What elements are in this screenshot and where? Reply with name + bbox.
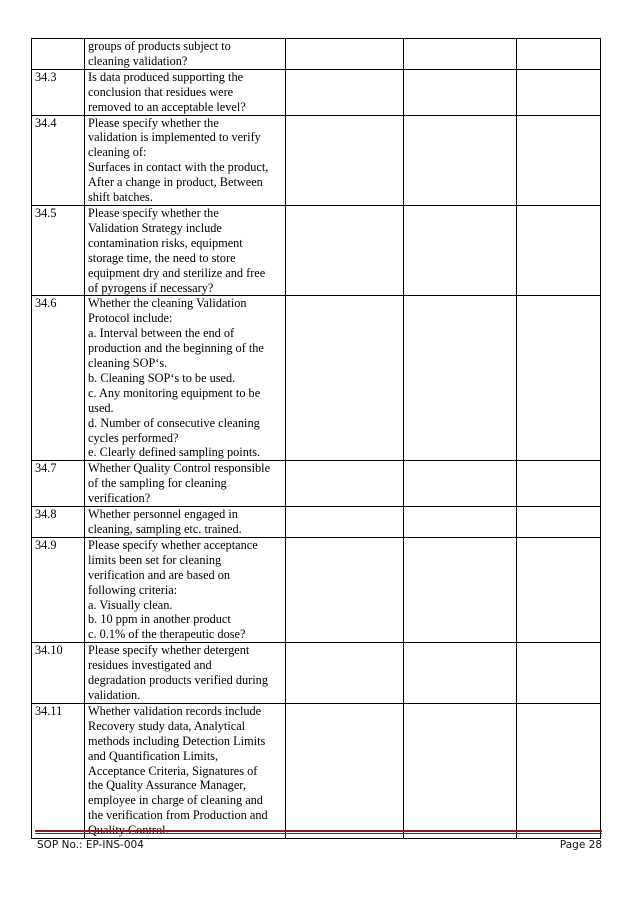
response-cell-remarks[interactable] (517, 643, 601, 704)
response-cell-no[interactable] (404, 643, 517, 704)
checklist-question: Whether Quality Control responsible of the sampling for cleaning verification? (85, 461, 286, 507)
response-cell-yes[interactable] (285, 507, 403, 538)
response-cell-yes[interactable] (285, 643, 403, 704)
footer-rule (35, 830, 602, 832)
table-row (32, 39, 601, 70)
response-cell-yes[interactable] (285, 537, 403, 642)
response-cell-yes[interactable] (285, 296, 403, 461)
checklist-question: Is data produced supporting the conclusion that residues were removed to an acceptable level? (85, 69, 286, 115)
checklist-table (31, 38, 601, 839)
item-number: 34.3 (32, 69, 85, 115)
response-cell-remarks[interactable] (517, 115, 601, 205)
response-cell-no[interactable] (404, 205, 517, 295)
table-row (32, 461, 601, 507)
response-cell-no[interactable] (404, 461, 517, 507)
item-number: 34.4 (32, 115, 85, 205)
response-cell-yes[interactable] (285, 39, 403, 70)
item-number: 34.8 (32, 507, 85, 538)
item-number: 34.9 (32, 537, 85, 642)
response-cell-remarks[interactable] (517, 39, 601, 70)
item-number: 34.11 (32, 703, 85, 838)
page-number: Page 28 (559, 839, 602, 851)
response-cell-no[interactable] (404, 537, 517, 642)
response-cell-remarks[interactable] (517, 703, 601, 838)
table-row (32, 115, 601, 205)
checklist-question: groups of products subject to cleaning validation? (85, 39, 286, 70)
item-number: 34.10 (32, 643, 85, 704)
response-cell-no[interactable] (404, 507, 517, 538)
response-cell-yes[interactable] (285, 115, 403, 205)
checklist-question: Whether the cleaning Validation Protocol include: a. Interval between the end of production and the beginning of the cleaning SOP‘s. b. Cleaning SOP‘s to be used. c. Any monitoring equipment to be used. d. Number of consecutive cleaning cycles performed? e. Clearly defined sampling points. (85, 296, 286, 461)
footer-rule-thin (35, 833, 602, 834)
checklist-question: Whether personnel engaged in cleaning, sampling etc. trained. (85, 507, 286, 538)
checklist-question: Please specify whether acceptance limits been set for cleaning verification and are based on following criteria: a. Visually clean. b. 10 ppm in another product c. 0.1% of the therapeutic dose? (85, 537, 286, 642)
checklist-question: Please specify whether detergent residues investigated and degradation products verified during validation. (85, 643, 286, 704)
response-cell-no[interactable] (404, 703, 517, 838)
response-cell-yes[interactable] (285, 69, 403, 115)
response-cell-no[interactable] (404, 39, 517, 70)
response-cell-remarks[interactable] (517, 296, 601, 461)
response-cell-remarks[interactable] (517, 537, 601, 642)
item-number: 34.5 (32, 205, 85, 295)
table-row (32, 205, 601, 295)
response-cell-no[interactable] (404, 296, 517, 461)
response-cell-yes[interactable] (285, 703, 403, 838)
sop-number: SOP No.: EP-INS-004 (37, 839, 144, 851)
table-row (32, 643, 601, 704)
response-cell-remarks[interactable] (517, 69, 601, 115)
response-cell-yes[interactable] (285, 461, 403, 507)
checklist-question: Please specify whether the validation is implemented to verify cleaning of: Surfaces in contact with the product, After a change in product, Between shift batches. (85, 115, 286, 205)
response-cell-remarks[interactable] (517, 205, 601, 295)
response-cell-remarks[interactable] (517, 507, 601, 538)
table-row (32, 69, 601, 115)
table-row (32, 537, 601, 642)
table-row (32, 703, 601, 838)
item-number: 34.7 (32, 461, 85, 507)
table-row (32, 507, 601, 538)
response-cell-no[interactable] (404, 115, 517, 205)
table-row (32, 296, 601, 461)
response-cell-yes[interactable] (285, 205, 403, 295)
checklist-question: Please specify whether the Validation Strategy include contamination risks, equipment storage time, the need to store equipment dry and sterilize and free of pyrogens if necessary? (85, 205, 286, 295)
response-cell-remarks[interactable] (517, 461, 601, 507)
checklist-question: Whether validation records include Recovery study data, Analytical methods including Detection Limits and Quantification Limits, Acceptance Criteria, Signatures of the Quality Assurance Manager, employee in charge of cleaning and the verification from Production and (85, 703, 286, 838)
item-number (32, 39, 85, 70)
item-number: 34.6 (32, 296, 85, 461)
response-cell-no[interactable] (404, 69, 517, 115)
